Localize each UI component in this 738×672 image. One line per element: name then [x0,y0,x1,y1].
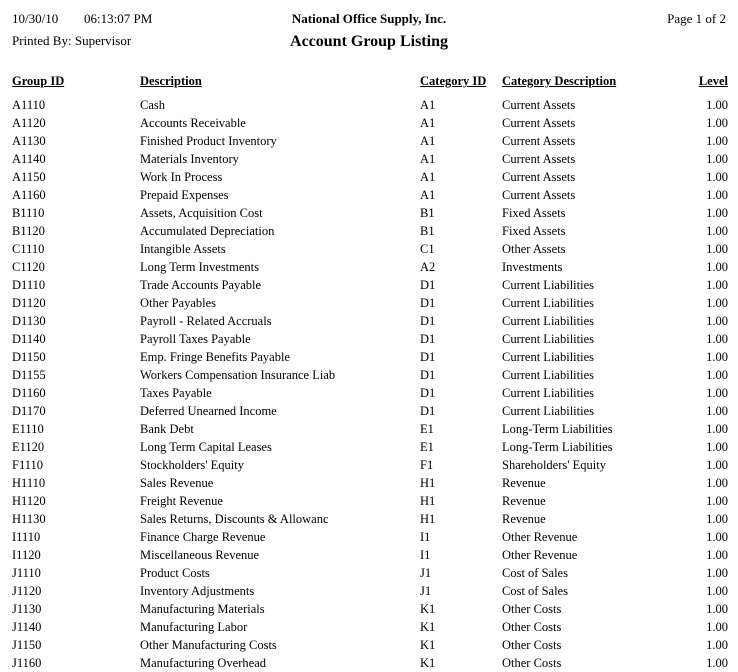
cell-description: Deferred Unearned Income [140,403,277,418]
table-row [12,114,728,132]
cell-level: 1.00 [706,277,728,292]
cell-level: 1.00 [706,241,728,256]
table-row [12,582,728,600]
cell-description: Finance Charge Revenue [140,529,266,544]
cell-description: Freight Revenue [140,493,223,508]
page-number: Page 1 of 2 [667,11,726,26]
cell-category-id: F1 [420,457,434,472]
table-row [12,222,728,240]
account-group-listing [12,72,728,672]
cell-category-id: C1 [420,241,435,256]
cell-group-id: B1120 [12,223,45,238]
cell-category-id: D1 [420,277,436,292]
column-header-group-id [12,72,140,96]
table-row [12,402,728,420]
cell-category-id: H1 [420,493,436,508]
table-row [12,312,728,330]
table-row [12,474,728,492]
cell-group-id: H1130 [12,511,46,526]
cell-group-id: D1120 [12,295,46,310]
cell-level: 1.00 [706,313,728,328]
cell-category-description: Fixed Assets [502,205,566,220]
cell-level: 1.00 [706,439,728,454]
cell-category-description: Other Assets [502,241,566,256]
column-header-level [682,72,728,96]
cell-category-description: Other Revenue [502,547,578,562]
table-body [12,96,728,672]
cell-description: Product Costs [140,565,210,580]
cell-description: Cash [140,97,165,112]
cell-category-description: Current Assets [502,187,576,202]
cell-level: 1.00 [706,115,728,130]
cell-category-id: K1 [420,601,436,616]
cell-description: Bank Debt [140,421,194,436]
cell-group-id: J1140 [12,619,42,634]
cell-level: 1.00 [706,565,728,580]
cell-category-id: A2 [420,259,436,274]
cell-level: 1.00 [706,421,728,436]
cell-category-description: Cost of Sales [502,583,568,598]
cell-category-description: Cost of Sales [502,565,568,580]
cell-category-id: K1 [420,619,436,634]
cell-category-id: A1 [420,97,436,112]
table-row [12,510,728,528]
table-row [12,600,728,618]
cell-group-id: A1160 [12,187,46,202]
column-header-label: Group ID [12,74,65,88]
column-header-label: Description [140,74,202,88]
cell-level: 1.00 [706,97,728,112]
column-header-category-id [420,72,502,96]
cell-group-id: J1160 [12,655,42,670]
cell-level: 1.00 [706,367,728,382]
cell-level: 1.00 [706,583,728,598]
cell-group-id: H1110 [12,475,46,490]
cell-group-id: D1160 [12,385,46,400]
cell-description: Long Term Capital Leases [140,439,272,454]
table-row [12,366,728,384]
cell-group-id: D1170 [12,403,46,418]
table-row [12,564,728,582]
cell-category-id: E1 [420,421,434,436]
column-header-category-description [502,72,682,96]
table-row [12,546,728,564]
cell-description: Workers Compensation Insurance Liab [140,367,336,382]
cell-description: Manufacturing Labor [140,619,248,634]
cell-level: 1.00 [706,295,728,310]
listing-table [12,72,728,672]
cell-category-description: Current Liabilities [502,403,594,418]
table-row [12,420,728,438]
cell-level: 1.00 [706,187,728,202]
table-row [12,384,728,402]
cell-group-id: I1120 [12,547,41,562]
cell-category-id: A1 [420,133,436,148]
cell-level: 1.00 [706,457,728,472]
cell-description: Taxes Payable [140,385,212,400]
table-row [12,258,728,276]
cell-group-id: A1120 [12,115,46,130]
cell-description: Manufacturing Overhead [140,655,266,670]
cell-category-id: J1 [420,565,432,580]
report-title: Account Group Listing [290,33,448,50]
company-name: National Office Supply, Inc. [291,11,447,26]
cell-level: 1.00 [706,547,728,562]
cell-level: 1.00 [706,601,728,616]
table-row [12,654,728,672]
cell-category-description: Other Costs [502,619,562,634]
cell-description: Emp. Fringe Benefits Payable [140,349,290,364]
cell-group-id: E1120 [12,439,45,454]
cell-category-description: Current Assets [502,115,576,130]
printed-by: Printed By: Supervisor [12,33,132,48]
cell-description: Manufacturing Materials [140,601,265,616]
cell-category-description: Long-Term Liabilities [502,421,613,436]
cell-level: 1.00 [706,475,728,490]
cell-category-id: D1 [420,367,436,382]
cell-group-id: J1150 [12,637,42,652]
report-date: 10/30/10 [12,11,59,26]
column-header-label: Level [698,74,728,88]
cell-level: 1.00 [706,349,728,364]
cell-category-description: Revenue [502,511,546,526]
cell-description: Prepaid Expenses [140,187,229,202]
table-row [12,330,728,348]
cell-level: 1.00 [706,205,728,220]
table-row [12,456,728,474]
cell-description: Other Payables [140,295,217,310]
cell-category-id: J1 [420,583,432,598]
cell-description: Inventory Adjustments [140,583,255,598]
cell-group-id: B1110 [12,205,45,220]
cell-category-description: Other Costs [502,655,562,670]
table-row [12,186,728,204]
cell-category-id: D1 [420,349,436,364]
cell-group-id: C1110 [12,241,45,256]
cell-category-description: Current Liabilities [502,349,594,364]
cell-level: 1.00 [706,385,728,400]
cell-description: Stockholders' Equity [140,457,244,472]
cell-group-id: A1110 [12,97,46,112]
cell-description: Accounts Receivable [140,115,246,130]
column-header-label: Category Description [502,74,617,88]
cell-group-id: I1110 [12,529,41,544]
cell-description: Intangible Assets [140,241,226,256]
cell-category-description: Long-Term Liabilities [502,439,613,454]
cell-description: Assets, Acquisition Cost [140,205,263,220]
cell-description: Sales Revenue [140,475,214,490]
cell-category-id: D1 [420,385,436,400]
cell-category-description: Revenue [502,493,546,508]
cell-category-id: B1 [420,205,435,220]
cell-group-id: A1140 [12,151,46,166]
cell-category-id: I1 [420,547,431,562]
table-row [12,348,728,366]
cell-category-description: Current Liabilities [502,331,594,346]
cell-category-id: A1 [420,151,436,166]
cell-level: 1.00 [706,529,728,544]
table-row [12,294,728,312]
table-row [12,204,728,222]
cell-group-id: E1110 [12,421,44,436]
cell-description: Miscellaneous Revenue [140,547,260,562]
cell-description: Other Manufacturing Costs [140,637,277,652]
cell-category-description: Current Liabilities [502,367,594,382]
table-row [12,618,728,636]
table-row [12,636,728,654]
cell-description: Trade Accounts Payable [140,277,262,292]
cell-description: Payroll - Related Accruals [140,313,272,328]
cell-description: Sales Returns, Discounts & Allowanc [140,511,329,526]
cell-category-id: I1 [420,529,431,544]
cell-level: 1.00 [706,511,728,526]
cell-category-id: B1 [420,223,435,238]
cell-category-description: Investments [502,259,563,274]
cell-group-id: J1120 [12,583,42,598]
cell-group-id: A1130 [12,133,46,148]
cell-category-description: Current Liabilities [502,295,594,310]
cell-group-id: D1140 [12,331,46,346]
cell-description: Finished Product Inventory [140,133,277,148]
cell-category-description: Current Liabilities [502,385,594,400]
cell-category-id: A1 [420,169,436,184]
cell-category-id: K1 [420,637,436,652]
cell-category-description: Current Assets [502,97,576,112]
cell-description: Payroll Taxes Payable [140,331,251,346]
cell-level: 1.00 [706,151,728,166]
cell-category-id: D1 [420,403,436,418]
cell-group-id: J1130 [12,601,42,616]
cell-group-id: C1120 [12,259,45,274]
cell-category-description: Shareholders' Equity [502,457,606,472]
cell-category-description: Current Liabilities [502,277,594,292]
cell-level: 1.00 [706,637,728,652]
cell-category-description: Other Costs [502,601,562,616]
cell-category-id: D1 [420,313,436,328]
cell-group-id: D1130 [12,313,46,328]
cell-category-id: E1 [420,439,434,454]
cell-level: 1.00 [706,169,728,184]
report-time: 06:13:07 PM [84,11,153,26]
cell-category-id: K1 [420,655,436,670]
cell-group-id: D1150 [12,349,46,364]
table-header-row [12,72,728,96]
cell-level: 1.00 [706,259,728,274]
cell-category-description: Current Assets [502,151,576,166]
cell-group-id: D1110 [12,277,46,292]
cell-description: Accumulated Depreciation [140,223,275,238]
cell-category-id: D1 [420,295,436,310]
table-row [12,528,728,546]
cell-level: 1.00 [706,133,728,148]
cell-level: 1.00 [706,331,728,346]
table-row [12,168,728,186]
table-row [12,240,728,258]
table-row [12,150,728,168]
cell-category-description: Current Liabilities [502,313,594,328]
cell-category-id: A1 [420,115,436,130]
table-row [12,132,728,150]
cell-category-id: D1 [420,331,436,346]
cell-description: Materials Inventory [140,151,239,166]
cell-group-id: H1120 [12,493,46,508]
cell-group-id: F1110 [12,457,44,472]
cell-description: Long Term Investments [140,259,260,274]
cell-description: Work In Process [140,169,223,184]
cell-level: 1.00 [706,223,728,238]
cell-group-id: A1150 [12,169,46,184]
cell-group-id: D1155 [12,367,46,382]
cell-group-id: J1110 [12,565,41,580]
table-row [12,438,728,456]
cell-level: 1.00 [706,655,728,670]
cell-category-id: H1 [420,475,436,490]
cell-level: 1.00 [706,403,728,418]
cell-category-description: Other Costs [502,637,562,652]
table-row [12,96,728,114]
cell-category-description: Fixed Assets [502,223,566,238]
cell-category-id: H1 [420,511,436,526]
cell-level: 1.00 [706,619,728,634]
cell-category-description: Revenue [502,475,546,490]
table-row [12,492,728,510]
cell-category-description: Other Revenue [502,529,578,544]
cell-level: 1.00 [706,493,728,508]
cell-category-id: A1 [420,187,436,202]
column-header-label: Category ID [420,74,487,88]
column-header-description [140,72,420,96]
cell-category-description: Current Assets [502,133,576,148]
cell-category-description: Current Assets [502,169,576,184]
table-row [12,276,728,294]
